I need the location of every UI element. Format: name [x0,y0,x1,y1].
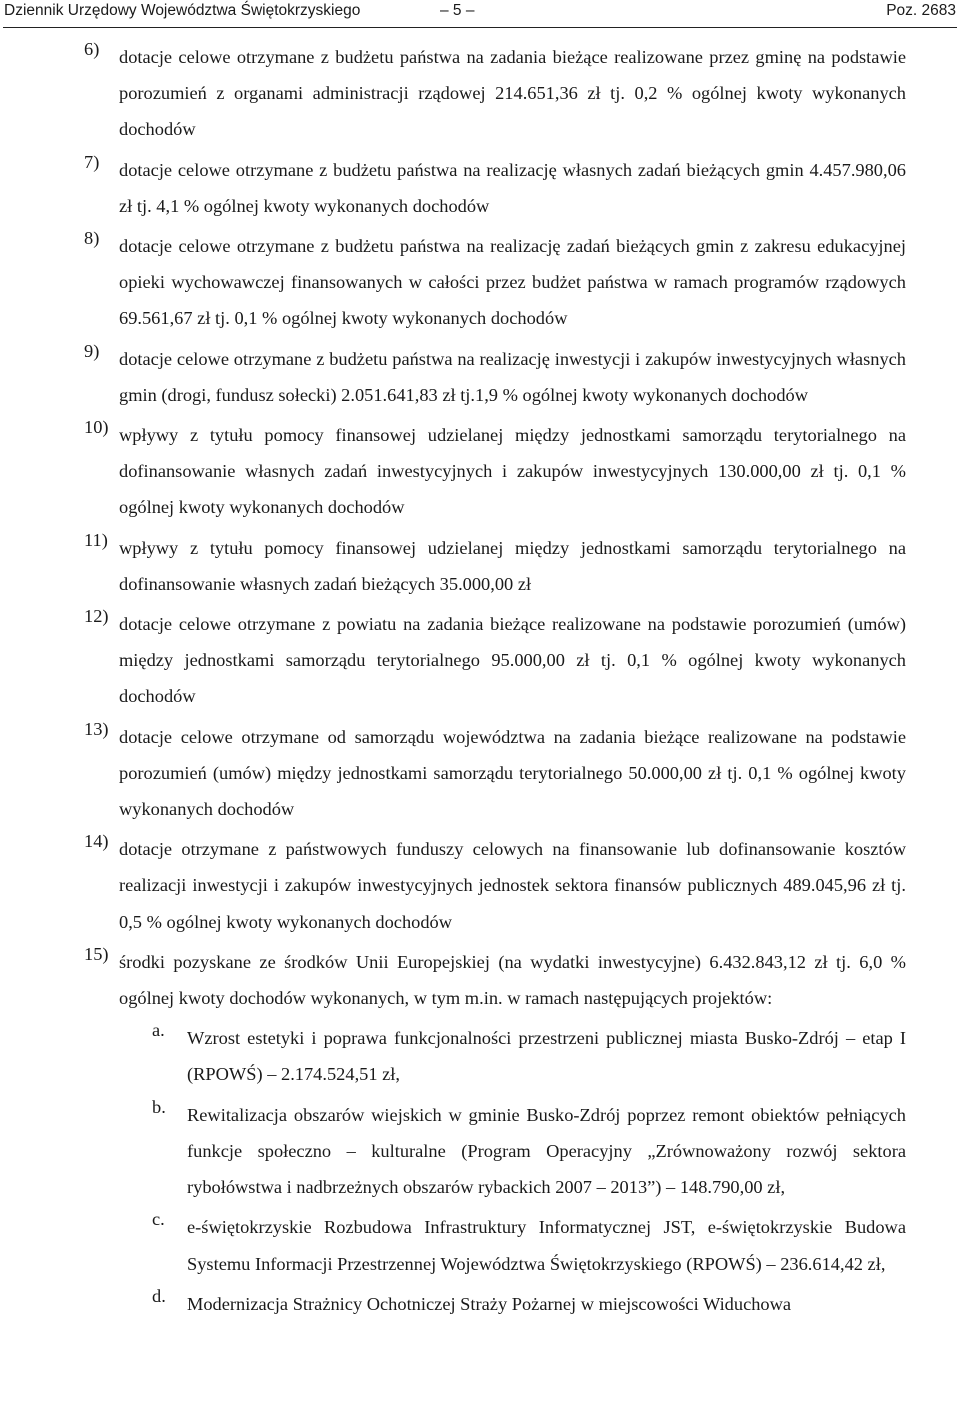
item-number: 7) [84,151,100,172]
item-text: dotacje celowe otrzymane z budżetu państwa na realizację własnych zadań bieżących gmin 4.457.980,06 zł tj. 4,1 % ogólnej kwoty wykonanych dochodów [119,159,906,216]
item-number: 15) [84,943,109,964]
item-text: wpływy z tytułu pomocy finansowej udzielanej między jednostkami samorządu terytorialnego na dofinansowanie własnych zadań inwestycyjnych i zakupów inwestycyjnych 130.000,00 zł tj. 0,1 % ogólnej kwoty wykonanych dochodów [119,425,906,518]
revenue-list [0,39,960,1326]
item-number: 11) [84,529,108,550]
list-item [0,417,906,526]
project-item [0,1286,906,1322]
item-text: dotacje otrzymane z państwowych funduszy celowych na finansowanie lub dofinansowanie kosztów realizacji inwestycji i zakupów inwestycyjnych jednostek sektora finansów publicznych 489.045,96 zł tj. 0,5 % ogólnej kwoty wykonanych dochodów [119,839,906,932]
list-item [0,530,906,602]
project-letter: d. [152,1285,166,1306]
item-text: wpływy z tytułu pomocy finansowej udzielanej między jednostkami samorządu terytorialnego na dofinansowanie własnych zadań bieżących 35.000,00 zł [119,537,906,594]
item-text: dotacje celowe otrzymane z budżetu państwa na zadania bieżące realizowane przez gminę na podstawie porozumień z organami administracji rządowej 214.651,36 zł tj. 0,2 % ogólnej kwoty wykonanych dochodów [119,47,906,140]
item-number: 14) [84,831,109,852]
item-text: środki pozyskane ze środków Unii Europejskiej (na wydatki inwestycyjne) 6.432.843,12 zł tj. 6,0 % ogólnej kwoty dochodów wykonanych, w tym m.in. w ramach następujących projektów: [119,951,906,1009]
page-number: – 5 – [440,2,475,19]
project-text: Wzrost estetyki i poprawa funkcjonalności przestrzeni publicznej miasta Busko-Zdrój – etap I (RPOWŚ) – 2.174.524,51 zł, [187,1028,906,1085]
journal-title: Dziennik Urzędowy Województwa Świętokrzyskiego [4,2,361,19]
list-item [0,944,906,1016]
project-text: Modernizacja Strażnicy Ochotniczej Straży Pożarnej w miejscowości Widuchowa [187,1293,792,1314]
position-number: Poz. 2683 [886,2,956,19]
item-number: 13) [84,718,109,739]
list-item [0,152,906,224]
project-item [0,1209,906,1281]
project-item [0,1020,906,1092]
list-item [0,606,906,715]
project-letter: a. [152,1020,165,1041]
item-text: dotacje celowe otrzymane z budżetu państwa na realizację zadań bieżących gmin z zakresu edukacyjnej opieki wychowawczej finansowanych w całości przez budżet państwa w ramach programów rządowych 69.561,67 zł tj. 0,1 % ogólnej kwoty wykonanych dochodów [119,236,906,329]
item-number: 10) [84,417,109,438]
list-item [0,831,906,940]
project-letter: c. [152,1209,165,1230]
item-text: dotacje celowe otrzymane z powiatu na zadania bieżące realizowane na podstawie porozumień (umów) między jednostkami samorządu terytorialnego 95.000,00 zł tj. 0,1 % ogólnej kwoty wykonanych dochodów [119,614,906,707]
item-number: 8) [84,228,100,249]
item-text: dotacje celowe otrzymane od samorządu województwa na zadania bieżące realizowane na podstawie porozumień (umów) między jednostkami samorządu terytorialnego 50.000,00 zł tj. 0,1 % ogólnej kwoty wykonanych dochodów [119,726,906,820]
project-item [0,1097,906,1206]
project-letter: b. [152,1096,166,1117]
list-item [0,39,906,148]
page-header [0,2,960,24]
header-rule [3,27,957,28]
item-text: dotacje celowe otrzymane z budżetu państwa na realizację inwestycji i zakupów inwestycyjnych własnych gmin (drogi, fundusz sołecki) 2.051.641,83 zł tj.1,9 % ogólnej kwoty wykonanych dochodów [119,348,906,405]
list-item [0,228,906,337]
item-number: 12) [84,606,109,627]
item-number: 9) [84,340,100,361]
project-text: Rewitalizacja obszarów wiejskich w gminie Busko-Zdrój poprzez remont obiektów pełniących funkcje społeczno – kulturalne (Program Operacyjny „Zrównoważony rozwój sektora rybołówstwa i nadbrzeżnych obszarów rybackich 2007 – 2013”) – 148.790,00 zł, [187,1104,906,1198]
list-item [0,341,906,413]
item-number: 6) [84,39,100,59]
list-item [0,719,906,828]
project-text: e-świętokrzyskie Rozbudowa Infrastruktury Informatycznej JST, e-świętokrzyskie Budowa Systemu Informacji Przestrzennej Województwa Świętokrzyskiego (RPOWŚ) – 236.614,42 zł, [187,1217,906,1274]
